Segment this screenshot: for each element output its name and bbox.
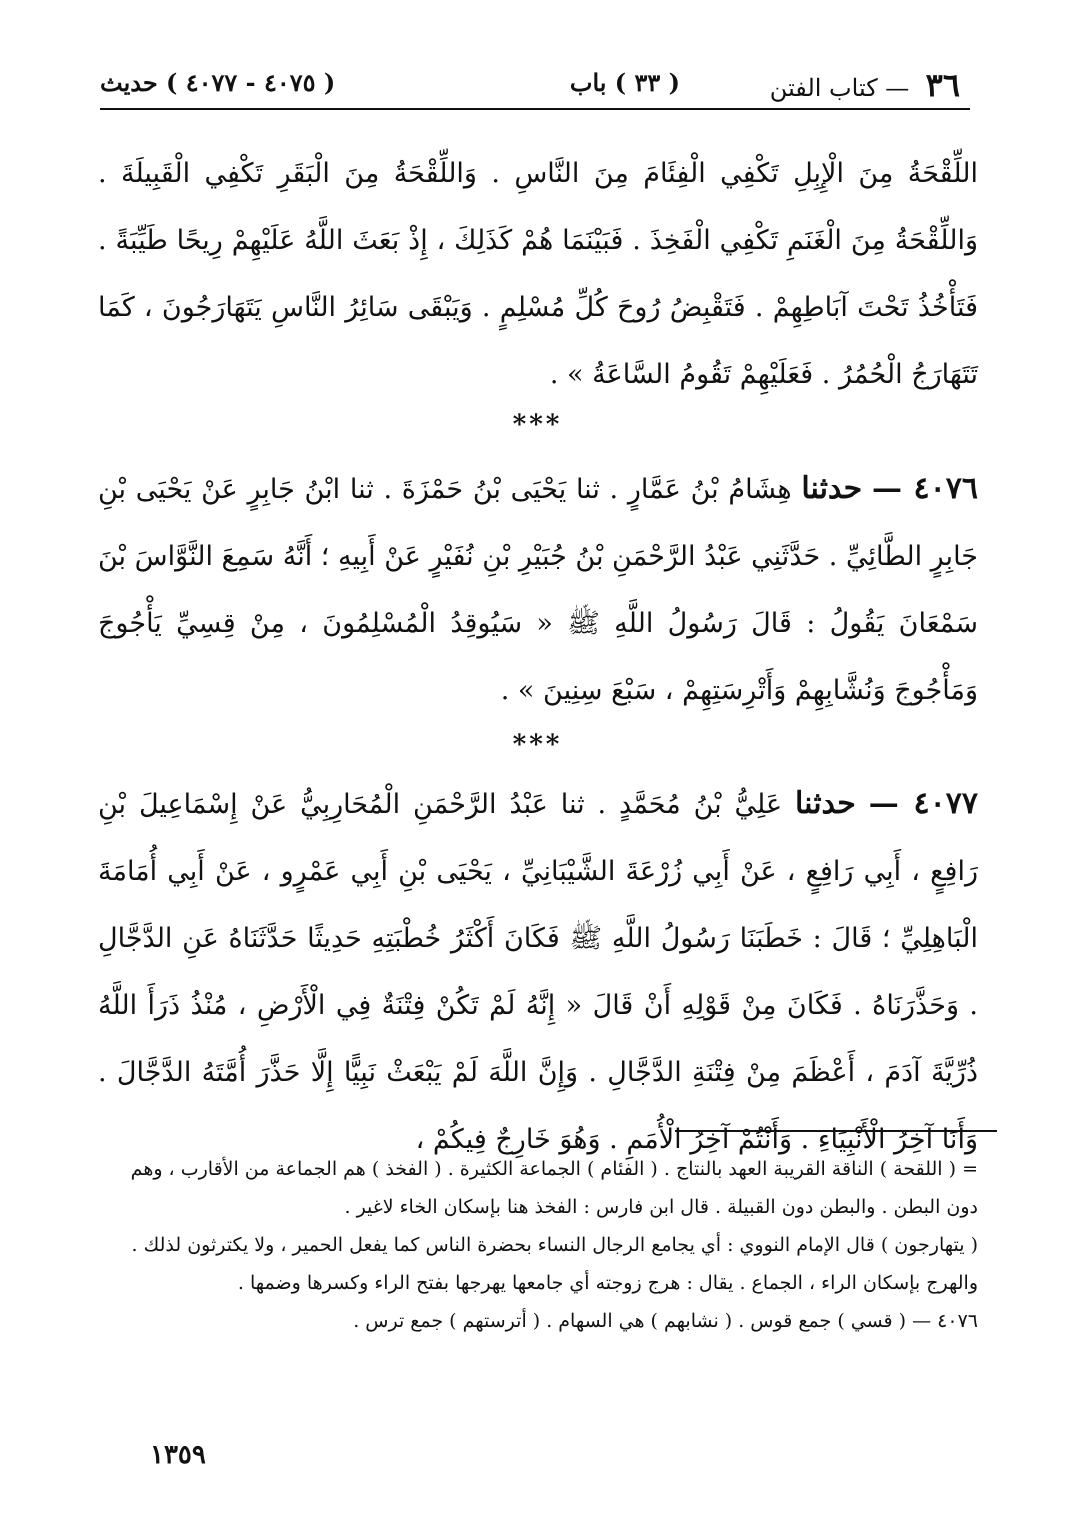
hadith-4076 <box>98 455 978 724</box>
page-number: ٣٦ <box>925 66 960 104</box>
footnote: = ( اللقحة ) الناقة القريبة العهد بالنتاج . ( الفئام ) الجماعة الكثيرة . ( الفخذ ) هم الجماعة من الأقارب ، وهم دون البطن . والبطن دون القبيلة . قال ابن فارس : الفخذ هنا بإسكان الخاء لاغير . <box>130 1158 978 1218</box>
hadith-number: ٤٠٧٦ — <box>871 471 978 506</box>
section-separator: *** <box>512 410 563 440</box>
hadith-text: هِشَامُ بْنُ عَمَّارٍ . ثنا يَحْيَى بْنُ حَمْزَةَ . ثنا ابْنُ جَابِرٍ عَنْ يَحْيَى بْنِ جَابِرٍ الطَّائِيِّ . حَدَّثَنِي عَبْدُ الرَّحْمَنِ بْنُ جُبَيْرِ بْنِ نُفَيْرٍ عَنْ أَبِيهِ ؛ أَنَّهُ سَمِعَ النَّوَّاسَ بْنَ سَمْعَانَ يَقُولُ : قَالَ رَسُولُ اللَّهِ ﷺ « سَيُوقِدُ الْمُسْلِمُونَ ، مِنْ قِسِيِّ يَأْجُوجَ وَمَأْجُوجَ وَنُشَّابِهِمْ وَأَتْرِسَتِهِمْ ، سَبْعَ سِنِينَ » . <box>98 474 978 706</box>
footnote: ٤٠٧٦ — ( قسي ) جمع قوس . ( نشابهم ) هي السهام . ( أترستهم ) جمع ترس . <box>353 1310 978 1332</box>
hadith-range: ( ٤٠٧٥ - ٤٠٧٧ ) حديث <box>100 68 336 97</box>
folio-number: ١٣٥٩ <box>150 1440 206 1470</box>
hadith-opening: حدثنا <box>801 471 863 506</box>
hadith-text: اللِّقْحَةُ مِنَ الْإِبِلِ تَكْفِي الْفِئَامَ مِنَ النَّاسِ . وَاللِّقْحَةُ مِنَ الْبَقَرِ تَكْفِي الْقَبِيلَةَ . وَاللِّقْحَةُ مِنَ الْغَنَمِ تَكْفِي الْفَخِذَ . فَبَيْنَمَا هُمْ كَذَلِكَ ، إِذْ بَعَثَ اللَّهُ عَلَيْهِمْ رِيحًا طَيِّبَةً . فَتَأْخُذُ تَحْتَ آبَاطِهِمْ . فَتَقْبِضُ رُوحَ كُلِّ مُسْلِمٍ . وَيَبْقَى سَائِرُ النَّاسِ يَتَهَارَجُونَ ، كَمَا تَتَهَارَجُ الْحُمُرُ . فَعَلَيْهِمْ تَقُومُ السَّاعَةُ » . <box>98 158 978 390</box>
footnotes <box>98 1150 978 1340</box>
hadith-4077 <box>98 770 978 1173</box>
footnote: ( يتهارجون ) قال الإمام النووي : أي يجامع الرجال النساء بحضرة الناس كما يفعل الحمير ، ولا يكترثون لذلك . والهرج بإسكان الراء ، الجماع . يقال : هرج زوجته أي جامعها يهرجها بفتح الراء وكسرها وضمها . <box>131 1234 978 1294</box>
section-separator: *** <box>512 730 563 760</box>
footnote-rule <box>675 1130 997 1132</box>
header-rule <box>100 108 970 110</box>
chapter-label: ( ٣٣ ) باب <box>569 68 680 97</box>
hadith-opening: حدثنا <box>795 786 856 821</box>
hadith-text: عَلِيُّ بْنُ مُحَمَّدٍ . ثنا عَبْدُ الرَّحْمَنِ الْمُحَارِبِيُّ عَنْ إِسْمَاعِيلَ بْنِ رَافِعٍ ، أَبِي رَافِعٍ ، عَنْ أَبِي زُرْعَةَ الشَّيْبَانِيِّ ، يَحْيَى بْنِ أَبِي عَمْرٍو ، عَنْ أَبِي أُمَامَةَ الْبَاهِلِيِّ ؛ قَالَ : خَطَبَنَا رَسُولُ اللَّهِ ﷺ فَكَانَ أَكْثَرُ خُطْبَتِهِ حَدِيثًا حَدَّثَنَاهُ عَنِ الدَّجَّالِ . وَحَذَّرَنَاهُ . فَكَانَ مِنْ قَوْلِهِ أَنْ قَالَ « إِنَّهُ لَمْ تَكُنْ فِتْنَةٌ فِي الْأَرْضِ ، مُنْذُ ذَرَأَ اللَّهُ ذُرِّيَّةَ آدَمَ ، أَعْظَمَ مِنْ فِتْنَةِ الدَّجَّالِ . وَإِنَّ اللَّهَ لَمْ يَبْعَثْ نَبِيًّا إِلَّا حَذَّرَ أُمَّتَهُ الدَّجَّالَ . وَأَنَا آخِرُ الْأَنْبِيَاءِ . وَأَنْتُمْ آخِرُ الْأُمَمِ . وَهُوَ خَارِجٌ فِيكُمْ ، <box>98 789 978 1155</box>
book-title: — كتاب الفتن <box>769 74 910 102</box>
running-head-title <box>770 66 960 104</box>
hadith-4075-tail <box>98 140 978 408</box>
running-head <box>100 62 960 106</box>
hadith-number: ٤٠٧٧ — <box>868 786 978 821</box>
